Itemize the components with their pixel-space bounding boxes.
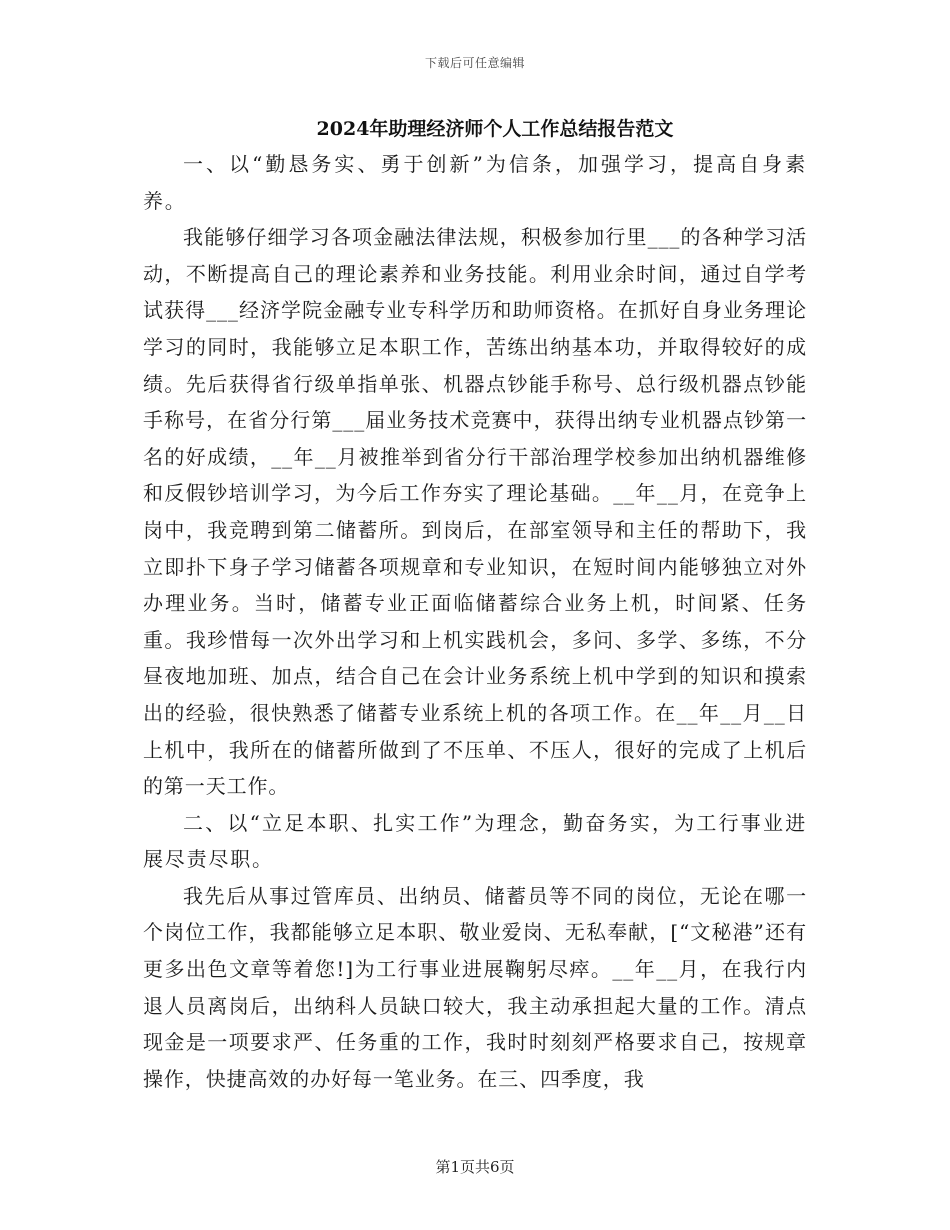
body-paragraph-2: 我先后从事过管库员、出纳员、储蓄员等不同的岗位，无论在哪一个岗位工作，我都能够立足本职、敬业爱岗、无私奉献，[“文秘港”还有更多出色文章等着您!]为工行事业进展鞠躬尽瘁。__年__月，在我行内退人员离岗后，出纳科人员缺口较大，我主动承担起大量的工作。清点现金是一项要求严、任务重的工作，我时时刻刻严格要求自己，按规章操作，快捷高效的办好每一笔业务。在三、四季度，我 [143, 883, 807, 1091]
document-body [143, 146, 807, 1097]
header-note: 下载后可任意编辑 [424, 56, 525, 70]
section-heading-2: 二、以“立足本职、扎实工作”为理念，勤奋务实，为工行事业进展尽责尽职。 [143, 810, 807, 872]
section-heading-1: 一、以“勤恳务实、勇于创新”为信条，加强学习，提高自身素养。 [143, 152, 807, 213]
document-title: 2024年助理经济师个人工作总结报告范文 [316, 118, 674, 140]
body-paragraph-1: 我能够仔细学习各项金融法律法规，积极参加行里___的各种学习活动，不断提高自己的理论素养和业务技能。利用业余时间，通过自学考试获得___经济学院金融专业专科学历和助师资格。在抓好自身业务理论学习的同时，我能够立足本职工作，苦练出纳基本功，并取得较好的成绩。先后获得省行级单指单张、机器点钞能手称号、总行级机器点钞能手称号，在省分行第___届业务技术竞赛中，获得出纳专业机器点钞第一名的好成绩，__年__月被推举到省分行干部治理学校参加出纳机器维修和反假钞培训学习，为今后工作夯实了理论基础。__年__月，在竞争上岗中，我竞聘到第二储蓄所。到岗后，在部室领导和主任的帮助下，我立即扑下身子学习储蓄各项规章和专业知识，在短时间内能够独立对外办理业务。当时，储蓄专业正面临储蓄综合业务上机，时间紧、任务重。我珍惜每一次外出学习和上机实践机会，多问、多学、多练，不分昼夜地加班、加点，结合自己在会计业务系统上机中学到的知识和摸索出的经验，很快熟悉了储蓄专业系统上机的各项工作。在__年__月__日上机中，我所在的储蓄所做到了不压单、不压人，很好的完成了上机后的第一天工作。 [143, 225, 807, 799]
page-number-footer: 第1页共6页 [435, 1158, 515, 1176]
